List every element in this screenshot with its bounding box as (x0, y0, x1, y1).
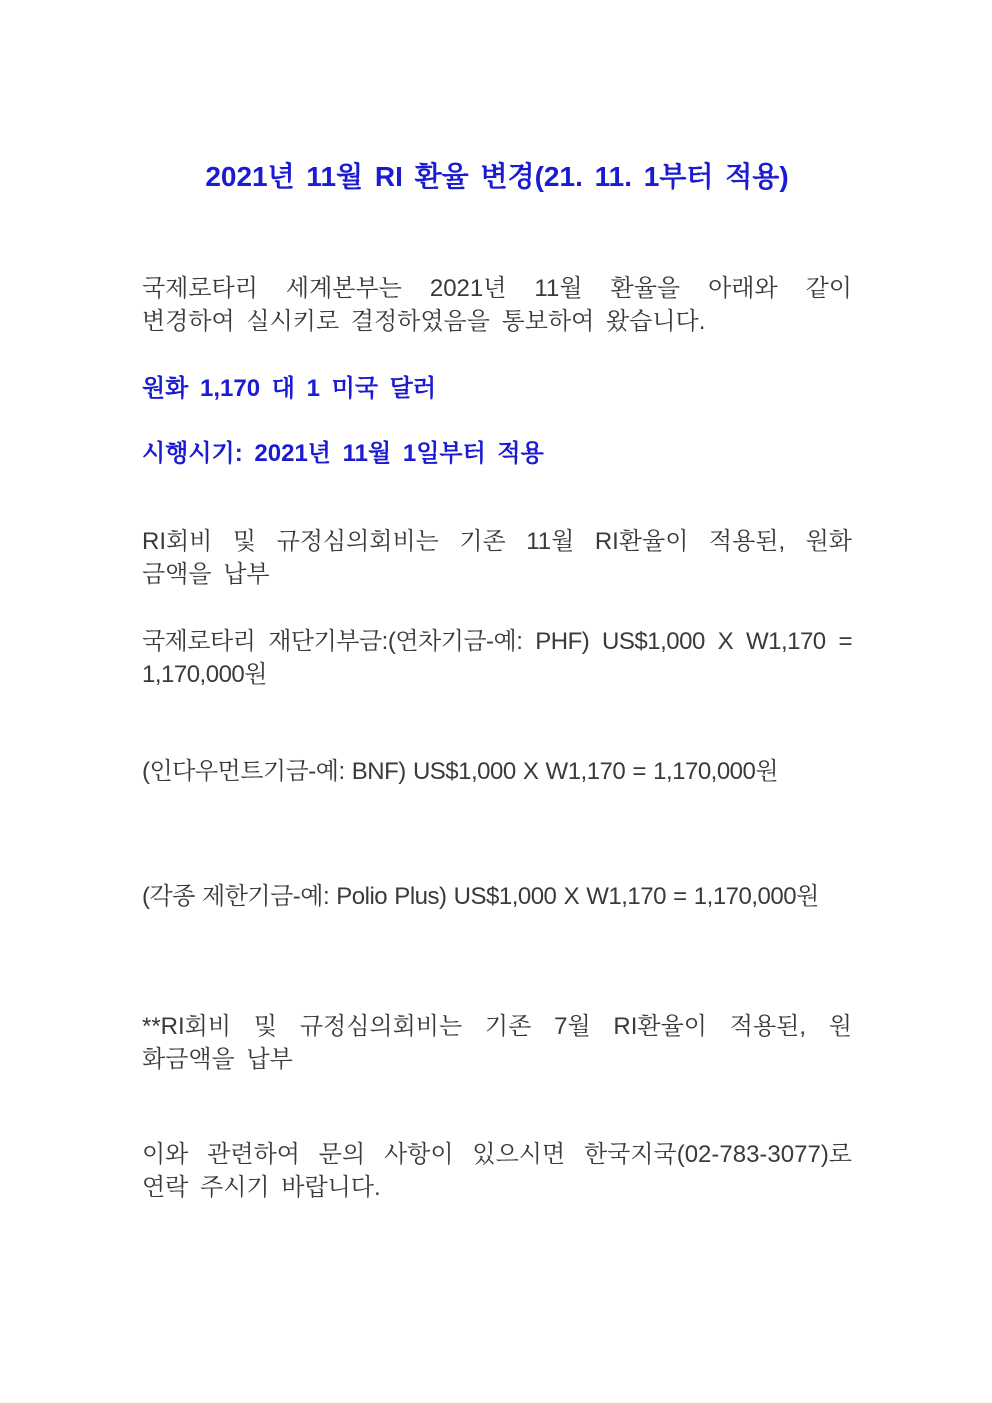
paragraph-bnf-example: (인다우먼트기금-예: BNF) US$1,000 X W1,170 = 1,170,000원 (142, 758, 779, 785)
paragraph-contact (142, 1138, 852, 1204)
paragraph-phf-example (142, 625, 852, 691)
text-line: 국제로타리 세계본부는 2021년 11월 환율을 아래와 같이 (142, 275, 852, 302)
text-line: 국제로타리 재단기부금:(연차기금-예: PHF) US$1,000 X W1,170 = (142, 628, 852, 655)
text-line: **RI회비 및 규정심의회비는 기존 7월 RI환율이 적용된, 원 (142, 1013, 852, 1040)
text-line: 1,170,000원 (142, 661, 267, 688)
exchange-rate-line: 원화 1,170 대 1 미국 달러 (142, 375, 437, 402)
text-line: 화금액을 납부 (142, 1046, 293, 1073)
text-line: 금액을 납부 (142, 561, 270, 588)
paragraph-fees-note (142, 525, 852, 591)
effective-date-line: 시행시기: 2021년 11월 1일부터 적용 (142, 440, 544, 467)
paragraph-july-note (142, 1010, 852, 1076)
text-line: RI회비 및 규정심의회비는 기존 11월 RI환율이 적용된, 원화 (142, 528, 852, 555)
text-line: 연락 주시기 바랍니다. (142, 1174, 381, 1201)
text-line: 이와 관련하여 문의 사항이 있으시면 한국지국(02-783-3077)로 (142, 1141, 852, 1168)
paragraph-intro (142, 272, 852, 338)
page-title: 2021년 11월 RI 환율 변경(21. 11. 1부터 적용) (205, 161, 789, 192)
paragraph-polio-example: (각종 제한기금-예: Polio Plus) US$1,000 X W1,170 = 1,170,000원 (142, 883, 819, 910)
text-line: 변경하여 실시키로 결정하였음을 통보하여 왔습니다. (142, 308, 706, 335)
